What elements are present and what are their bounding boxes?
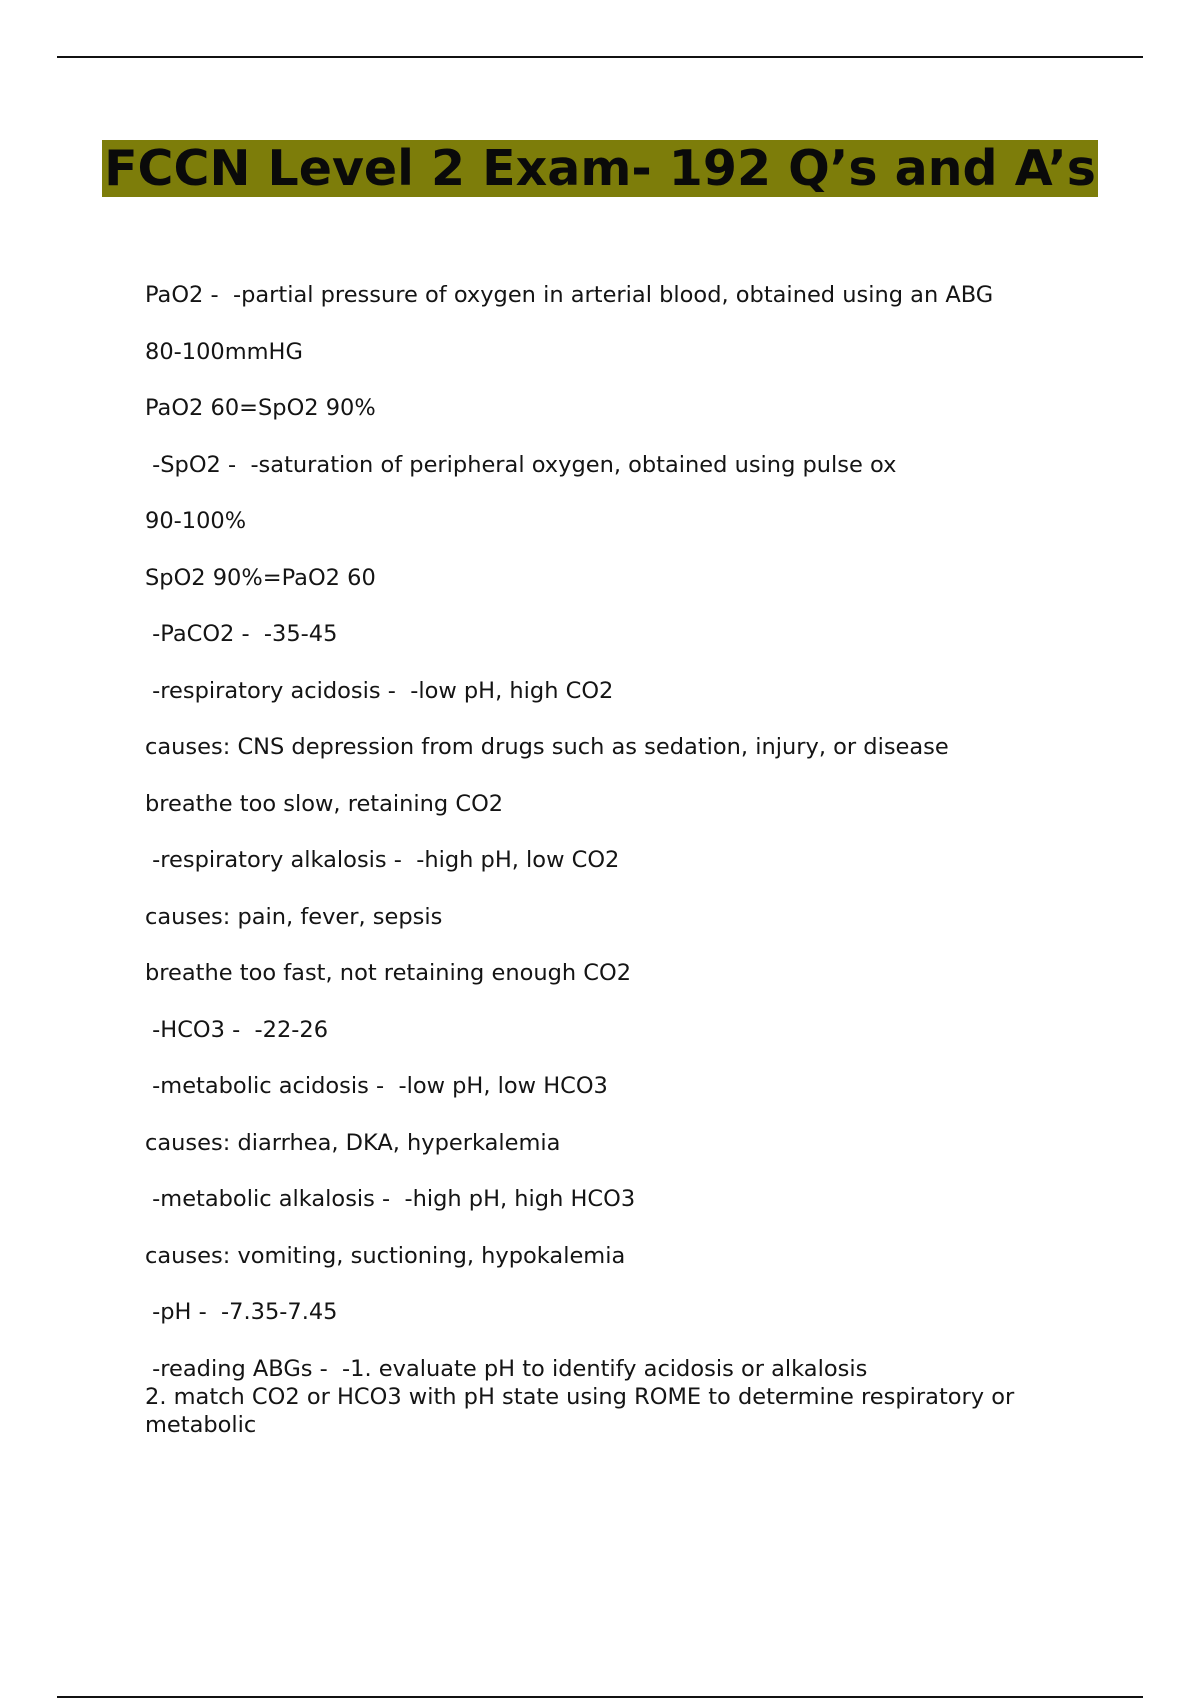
line-paCO2: -PaCO2 - -35-45	[145, 621, 338, 647]
document-body	[145, 281, 1105, 1439]
document-title-block	[100, 140, 1100, 197]
line-spO2: -SpO2 - -saturation of peripheral oxygen, obtained using pulse ox	[145, 451, 897, 478]
line-respiratory-acidosis: -respiratory acidosis - -low pH, high CO2	[145, 677, 614, 704]
line-metabolic-alkalosis-causes: causes: vomiting, suctioning, hypokalemia	[145, 1242, 626, 1269]
line-ph: -pH - -7.35-7.45	[145, 1299, 338, 1325]
document-title: FCCN Level 2 Exam- 192 Q’s and A’s	[104, 140, 1096, 197]
line-spO2-equivalence: SpO2 90%=PaO2 60	[145, 564, 376, 591]
top-rule	[57, 56, 1143, 58]
line-respiratory-alkalosis-note: breathe too fast, not retaining enough CO2	[145, 960, 632, 986]
line-respiratory-alkalosis: -respiratory alkalosis - -high pH, low CO2	[145, 847, 620, 873]
line-respiratory-acidosis-note: breathe too slow, retaining CO2	[145, 790, 504, 817]
line-paO2: PaO2 - -partial pressure of oxygen in arterial blood, obtained using an ABG	[145, 282, 994, 308]
line-metabolic-alkalosis: -metabolic alkalosis - -high pH, high HCO3	[145, 1186, 636, 1212]
line-hco3: -HCO3 - -22-26	[145, 1016, 329, 1043]
line-metabolic-acidosis-causes: causes: diarrhea, DKA, hyperkalemia	[145, 1129, 561, 1156]
line-spO2-range: 90-100%	[145, 508, 247, 534]
line-respiratory-acidosis-causes: causes: CNS depression from drugs such as sedation, injury, or disease	[145, 734, 949, 760]
line-paO2-range: 80-100mmHG	[145, 338, 303, 365]
line-metabolic-acidosis: -metabolic acidosis - -low pH, low HCO3	[145, 1073, 608, 1099]
line-reading-abgs: -reading ABGs - -1. evaluate pH to identify acidosis or alkalosis 2. match CO2 or HCO3 with pH state using ROME to determine respiratory or metabolic	[145, 1355, 1015, 1438]
line-respiratory-alkalosis-causes: causes: pain, fever, sepsis	[145, 903, 443, 930]
bottom-rule	[57, 1696, 1143, 1698]
line-paO2-equivalence: PaO2 60=SpO2 90%	[145, 395, 376, 421]
